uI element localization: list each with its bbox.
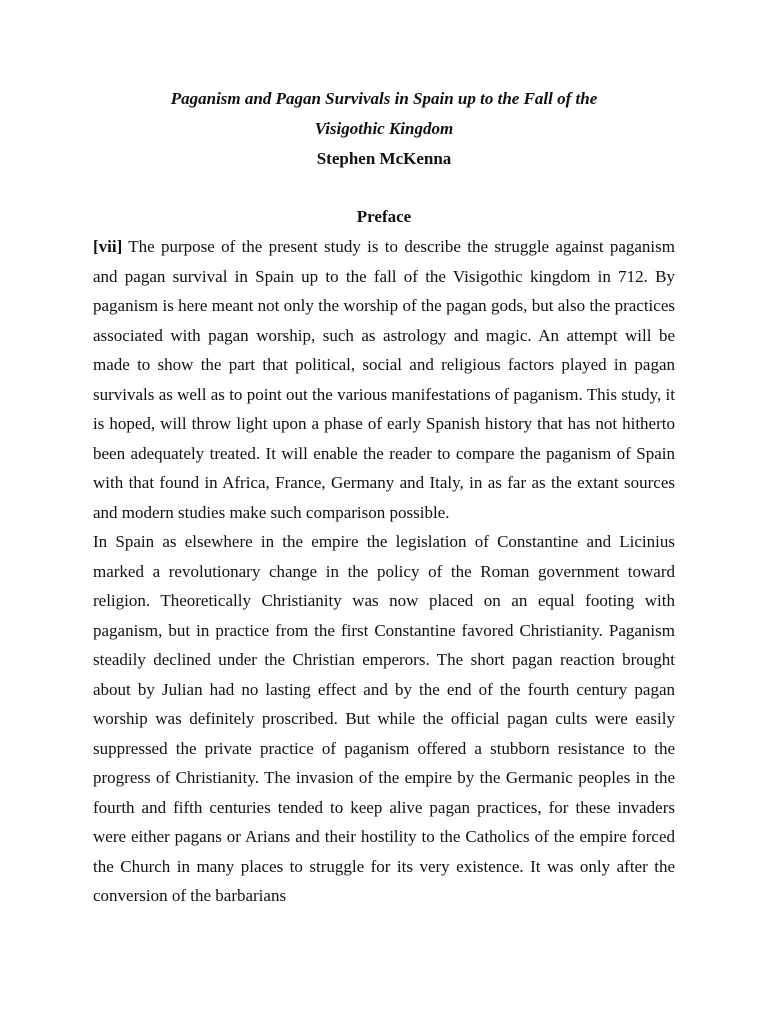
title-line-2: Visigothic Kingdom bbox=[314, 119, 454, 138]
page-marker: [vii] bbox=[93, 237, 123, 256]
author-name: Stephen McKenna bbox=[316, 149, 452, 168]
section-heading: Preface bbox=[356, 207, 412, 226]
paragraph-2 bbox=[93, 527, 675, 911]
title-line-1: Paganism and Pagan Survivals in Spain up to the Fall of the bbox=[170, 89, 598, 108]
paragraph-1-text: The purpose of the present study is to describe the struggle against paganism and pagan survival in Spain up to the fall of the Visigothic kingdom in 712. By paganism is here meant not only the worship of the pagan gods, but also the practices associated with pagan worship, such as astrology and magic. An attempt will be made to show the part that political, social and religious factors played in pagan survivals as well as to point out the various manifestations of paganism. This study, it is hoped, will throw light upon a phase of early Spanish history that has not hitherto been adequately treated. It will enable the reader to compare the paganism of Spain with that found in Africa, France, Germany and Italy, in as far as the extant sources and modern studies make such comparison possible. bbox=[93, 237, 675, 522]
paragraph-2-text: In Spain as elsewhere in the empire the legislation of Constantine and Licinius marked a revolutionary change in the policy of the Roman government toward religion. Theoretically Christianity was now placed on an equal footing with paganism, but in practice from the first Constantine favored Christianity. Paganism steadily declined under the Christian emperors. The short pagan reaction brought about by Julian had no lasting effect and by the end of the fourth century pagan worship was definitely proscribed. But while the official pagan cults were easily suppressed the private practice of paganism offered a stubborn resistance to the progress of Christianity. The invasion of the empire by the Germanic peoples in the fourth and fifth centuries tended to keep alive pagan practices, for these invaders were either pagans or Arians and their hostility to the Catholics of the empire forced the Church in many places to struggle for its very existence. It was only after the conversion of the barbarians bbox=[93, 532, 675, 905]
paragraph-1 bbox=[93, 232, 675, 527]
document-page bbox=[93, 84, 675, 911]
